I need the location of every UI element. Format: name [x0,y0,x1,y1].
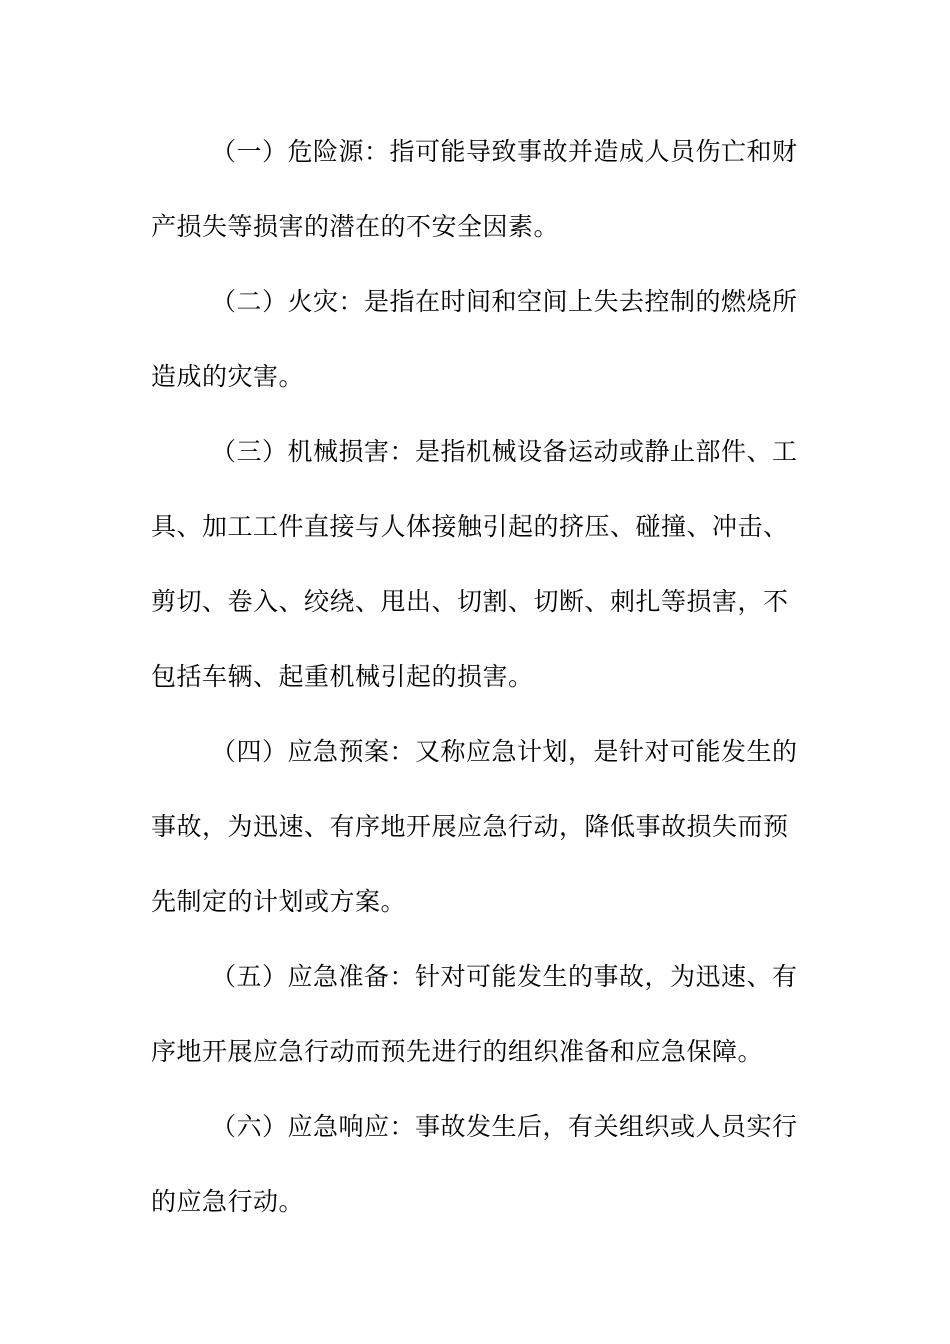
paragraph-4-line-1: （四）应急预案：又称应急计划，是针对可能发生的 [211,737,798,766]
paragraph-3-line-2: 具、加工工件直接与人体接触引起的挤压、碰撞、冲击、 [151,512,789,541]
paragraph-2-line-1: （二）火灾：是指在时间和空间上失去控制的燃烧所 [211,287,798,316]
paragraph-6-line-1: （六）应急响应：事故发生后，有关组织或人员实行 [211,1112,798,1141]
paragraph-4-line-2: 事故，为迅速、有序地开展应急行动，降低事故损失而预 [151,812,789,841]
paragraph-3-line-1: （三）机械损害：是指机械设备运动或静止部件、工 [211,437,798,466]
paragraph-1-line-1: （一）危险源：指可能导致事故并造成人员伤亡和财 [211,137,798,166]
paragraph-2-line-2: 造成的灾害。 [151,362,305,391]
paragraph-3-line-3: 剪切、卷入、绞绕、甩出、切割、切断、刺扎等损害，不 [151,587,789,616]
paragraph-4-line-3: 先制定的计划或方案。 [151,887,407,916]
paragraph-5-line-1: （五）应急准备：针对可能发生的事故，为迅速、有 [211,962,798,991]
paragraph-5-line-2: 序地开展应急行动而预先进行的组织准备和应急保障。 [151,1037,764,1066]
paragraph-6-line-2: 的应急行动。 [151,1187,305,1216]
paragraph-3-line-4: 包括车辆、起重机械引起的损害。 [151,662,534,691]
paragraph-1-line-2: 产损失等损害的潜在的不安全因素。 [151,212,560,241]
